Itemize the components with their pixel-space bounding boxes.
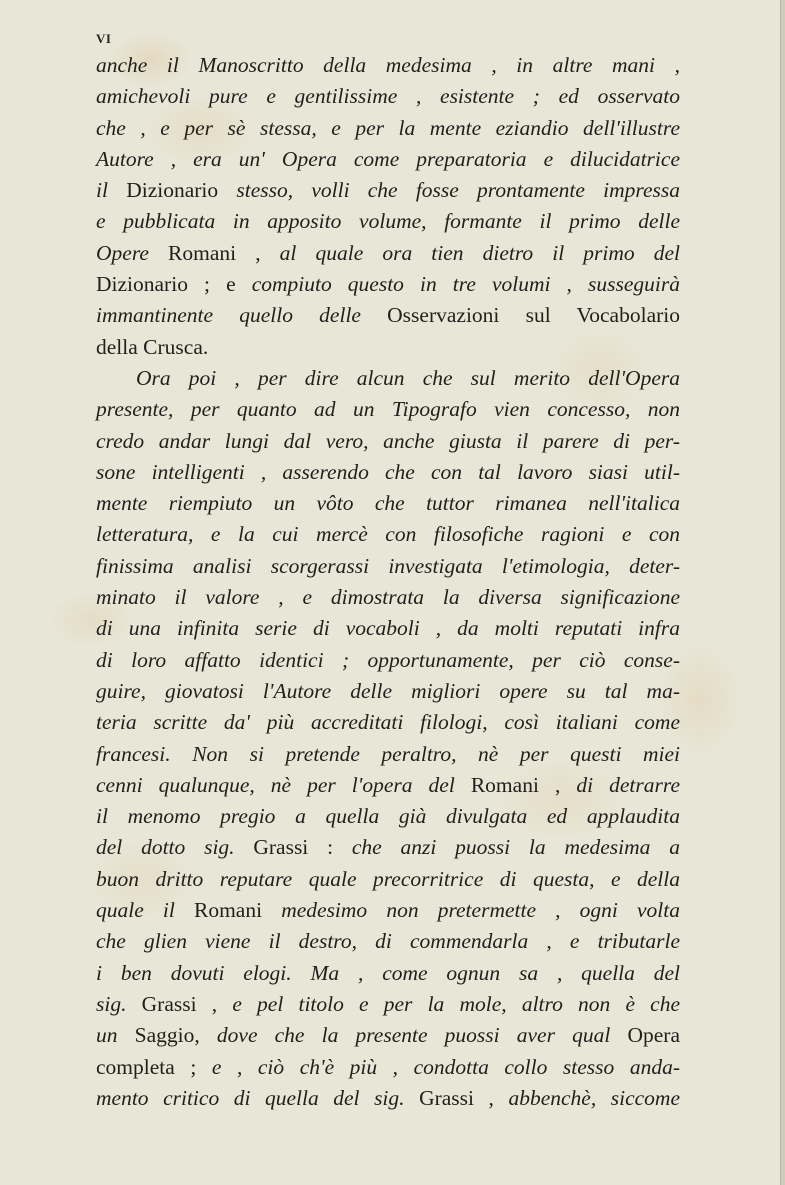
paragraph-first-line [96,363,680,394]
text-line [96,864,680,895]
italic-text-run: buon dritto reputare quale precorritrice di questa, e della [96,866,680,891]
text-line [96,300,680,331]
text-line [96,269,680,300]
text-line [96,801,680,832]
italic-text-run: e pubblicata in apposito volume, formante il primo delle [96,209,680,234]
text-line [96,426,680,457]
roman-text-run: Opera [627,1023,680,1048]
italic-text-run: dove che la presente puossi aver qual [216,1023,628,1048]
italic-text-run: credo andar lungi dal vero, anche giusta il parere di per- [96,428,680,453]
italic-text-run: medesimo non pretermette , ogni volta [281,898,680,923]
italic-text-run: di detrarre [576,772,680,797]
text-line [96,645,680,676]
italic-text-run: abbenchè, siccome [508,1085,681,1110]
italic-text-run: stesso, volli che fosse prontamente impressa [236,178,681,203]
italic-text-run: mente riempiuto un vôto che tuttor rimanea nell'italica [96,491,680,516]
roman-text-run: Grassi , [419,1085,509,1110]
text-line [96,519,680,550]
text-line [96,50,680,81]
italic-text-run: teria scritte da' più accreditati filologi, così italiani come [96,710,680,735]
text-line [96,739,680,770]
italic-text-run: sone intelligenti , asserendo che con tal lavoro siasi util- [96,459,680,484]
italic-text-run: letteratura, e la cui mercè con filosofiche ragioni e con [96,522,680,547]
text-line [96,113,680,144]
italic-text-run: il menomo pregio a quella già divulgata ed applaudita [96,804,680,829]
text-line [96,989,680,1020]
italic-text-run: di una infinita serie di vocaboli , da molti reputati infra [96,616,680,641]
italic-text-run: minato il valore , e dimostrata la diversa significazione [96,585,680,610]
italic-text-run: Ora poi , per dire alcun che sul merito dell'Opera [136,365,680,390]
text-line [96,551,680,582]
text-line [96,613,680,644]
text-line [96,1052,680,1083]
text-line [96,206,680,237]
italic-text-run: presente, per quanto ad un Tipografo vien concesso, non [96,397,680,422]
text-line [96,175,680,206]
italic-text-run: sig. [96,991,142,1016]
italic-text-run: del dotto sig. [96,835,254,860]
roman-text-run: Grassi : [253,835,352,860]
italic-text-run: al quale ora tien dietro il primo del [279,240,681,265]
roman-text-run: Grassi , [141,991,233,1016]
italic-text-run: che glien viene il destro, di commendarla , e tributarle [96,929,680,954]
text-line [96,1083,680,1114]
text-line [96,832,680,863]
text-line [96,582,680,613]
text-line [96,676,680,707]
text-line [96,488,680,519]
italic-text-run: il [96,178,127,203]
roman-text-run: Osservazioni sul Vocabolario [387,303,680,328]
roman-text-run: completa ; [96,1054,212,1079]
text-line [96,707,680,738]
italic-text-run: finissima analisi scorgerassi investigata l'etimologia, deter- [96,553,680,578]
italic-text-run: che anzi puossi la medesima a [351,835,680,860]
italic-text-run: compiuto questo in tre volumi , susseguirà [251,272,680,297]
text-line [96,926,680,957]
body-text [96,50,680,1114]
italic-text-run: che , e per sè stessa, e per la mente eziandio dell'illustre [96,115,680,140]
italic-text-run: Opere [96,240,169,265]
roman-text-run: della Crusca. [96,334,209,359]
text-line [96,332,680,363]
italic-text-run: e , ciò ch'è più , condotta collo stesso anda- [211,1054,680,1079]
italic-text-run: Autore , era un' Opera come preparatoria e dilucidatrice [96,146,680,171]
italic-text-run: cenni qualunque, nè per l'opera del [96,772,471,797]
roman-text-run: Saggio, [134,1023,217,1048]
text-line [96,144,680,175]
text-line [96,895,680,926]
italic-text-run: anche il Manoscritto della medesima , in altre mani , [96,53,680,77]
text-line [96,770,680,801]
italic-text-run: di loro affatto identici ; opportunamente, per ciò conse- [96,647,680,672]
italic-text-run: mento critico di quella del sig. [96,1085,420,1110]
italic-text-run: i ben dovuti elogi. Ma , come ognun sa , quella del [96,960,680,985]
italic-text-run: immantinente quello delle [96,303,388,328]
page-number: VI [96,31,112,46]
text-line [96,394,680,425]
text-line [96,457,680,488]
italic-text-run: guire, giovatosi l'Autore delle migliori opere su tal ma- [96,678,680,703]
italic-text-run: quale il [96,898,194,923]
italic-text-run: e pel titolo e per la mole, altro non è che [232,991,680,1016]
italic-text-run: francesi. Non si pretende peraltro, nè per questi miei [96,741,680,766]
italic-text-run: un [96,1023,135,1048]
text-line [96,958,680,989]
roman-text-run: Romani , [168,240,280,265]
text-line [96,81,680,112]
roman-text-run: Dizionario [126,178,237,203]
text-line [96,1020,680,1051]
roman-text-run: Romani [193,898,282,923]
roman-text-run: Dizionario ; e [96,272,252,297]
italic-text-run: amichevoli pure e gentilissime , esistente ; ed osservato [96,84,680,109]
page-edge [780,0,785,1185]
roman-text-run: Romani , [470,772,577,797]
text-line [96,238,680,269]
